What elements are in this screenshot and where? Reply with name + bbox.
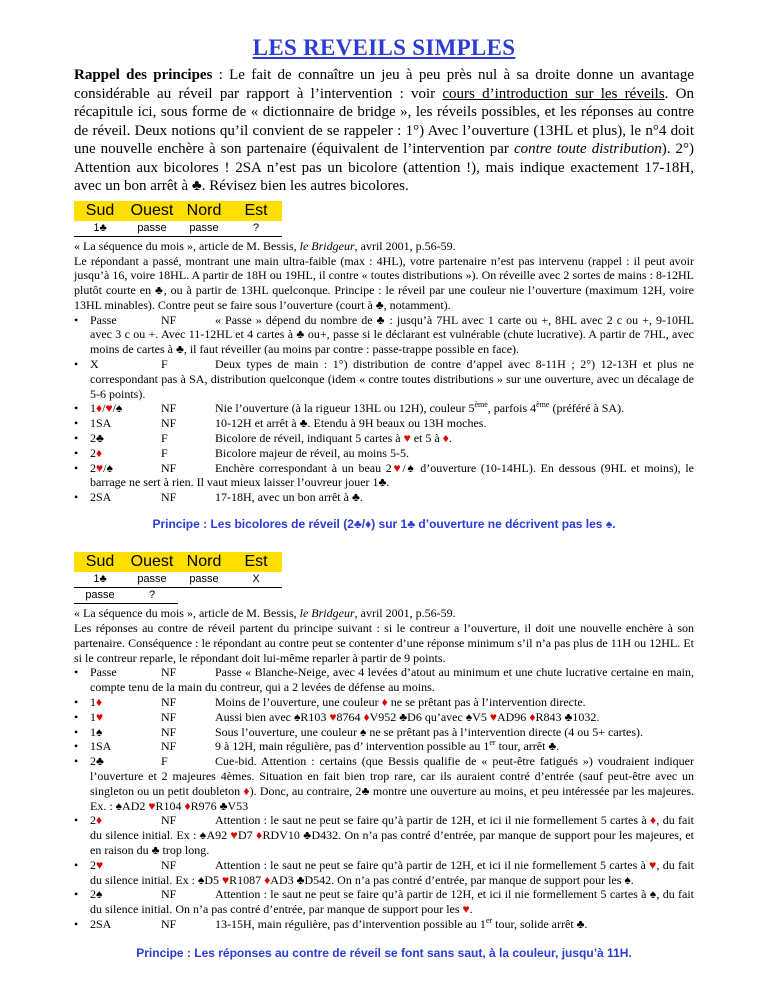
auction-bid: ? (126, 588, 178, 604)
auction-bid: passe (178, 221, 230, 237)
diamond-suit-icon: ♦ (243, 783, 250, 798)
diamond-suit-icon: ♦ (529, 709, 536, 724)
auction-row (74, 588, 282, 604)
heart-suit-icon: ♥ (96, 460, 104, 475)
principle-2: Principe : Les réponses au contre de réveil se font sans saut, à la couleur, jusqu’à 11H. (136, 945, 632, 960)
source-citation-1: « La séquence du mois », article de M. Bessis, le Bridgeur, avril 2001, p.56-59. (74, 238, 456, 253)
auction-bid: X (230, 572, 282, 588)
list-item: • 1SA NF 9 à 12H, main régulière, pas d’ intervention possible au 1er tour, arrêt ♣. (74, 739, 694, 754)
diamond-suit-icon: ♦ (96, 445, 103, 460)
list-item: • 2♥ NF Attention : le saut ne peut se faire qu’à partir de 12H, et ici il nie formellement 5 cartes à ♥, du fait du silence initial. Ex : ♠D5 ♥R1087 ♦AD3 ♣D542. On n’a pas contré d’entrée, par manque de support pour les ♠. (74, 858, 694, 888)
auction-header-ouest: Ouest (126, 552, 178, 572)
heart-suit-icon: ♥ (96, 857, 104, 872)
heart-suit-icon: ♥ (96, 709, 104, 724)
heart-suit-icon: ♥ (462, 902, 470, 917)
diamond-suit-icon: ♦ (96, 695, 103, 710)
list-item: • 1SA NF 10-12H et arrêt à ♣. Etendu à 9H beaux ou 13H moches. (74, 416, 694, 431)
page-title: LES REVEILS SIMPLES (252, 35, 516, 60)
auction-header-row (74, 201, 282, 221)
diamond-suit-icon: ♦ (381, 695, 388, 710)
auction-bid: passe (74, 588, 126, 604)
diamond-suit-icon: ♦ (363, 709, 370, 724)
list-item: • 1♦ NF Moins de l’ouverture, une couleur ♦ ne se prêtant pas à l’intervention directe. (74, 695, 694, 710)
diamond-suit-icon: ♦ (442, 431, 449, 446)
auction-header-row (74, 552, 282, 572)
list-item: • Passe NF Passe « Blanche-Neige, avec 4 levées d’atout au minimum et une chute lucrative certaine en main, compte tenu de la main du contreur, qui a 2 levées de défense au moins. (74, 665, 694, 695)
list-item: • 1♦/♥/♠ NF Nie l’ouverture (à la rigueur 13HL ou 12H), couleur 5ème, parfois 4ème (préféré à SA). (74, 401, 694, 416)
list-item: • X F Deux types de main : 1°) distribution de contre d’appel avec 8-11H ; 2°) 12-13H et plus ne correspondant pas à SA, distribution quelconque (idem « contre toutes distributions » sur une ouverture, avec un décalage de 5-6 points). (74, 357, 694, 401)
auction-header-sud: Sud (74, 201, 126, 221)
list-item: • 2SA NF 17-18H, avec un bon arrêt à ♣. (74, 490, 694, 505)
source-citation-2: « La séquence du mois », article de M. Bessis, le Bridgeur, avril 2001, p.56-59. (74, 606, 456, 621)
auction-header-est: Est (230, 552, 282, 572)
heart-suit-icon: ♥ (329, 709, 337, 724)
list-item: • 2♣ F Bicolore de réveil, indiquant 5 cartes à ♥ et 5 à ♦. (74, 431, 694, 446)
bid-list-2 (74, 665, 694, 931)
auction-bid: passe (178, 572, 230, 588)
document-page (74, 34, 694, 961)
intro-lead: Rappel des principes (74, 67, 213, 83)
auction-bid: passe (126, 572, 178, 588)
auction-header-ouest: Ouest (126, 201, 178, 221)
list-item: • 2SA NF 13-15H, main régulière, pas d’intervention possible au 1er tour, solide arrêt ♣. (74, 917, 694, 932)
auction-header-sud: Sud (74, 552, 126, 572)
diamond-suit-icon: ♦ (96, 813, 103, 828)
list-item: • 2♣ F Cue-bid. Attention : certains (que Bessis qualifie de « peut-être fatigués ») voudraient indiquer l’ouverture et 2 majeures 4èmes. Situation en fait bien trop rare, car ils auraient contré d’entrée (sauf peut-être avec un singleton ou un petit doubleton ♦). Donc, au contraire, 2♣ montre une ouverture au moins, et peu intéressée par les majeures. Ex. : ♠AD2 ♥R104 ♦R976 ♣V53 (74, 754, 694, 813)
auction-bid: 1♣ (74, 572, 126, 588)
heart-suit-icon: ♥ (403, 431, 411, 446)
list-item: • 1♠ NF Sous l’ouverture, une couleur ♠ ne se prêtant pas à l’intervention directe (4 ou 5+ cartes). (74, 725, 694, 740)
list-item: • Passe NF « Passe » dépend du nombre de ♣ : jusqu’à 7HL avec 1 carte ou +, 8HL avec 2 c ou +, 9-10HL avec 3 c ou +. Avec 11-12HL et 4 cartes à ♣ ou+, passe si le déclarant est vulnérable (chute lucrative). A partir de 7HL, avec moins de cartes à ♣, il faut réveiller (au moins par contre : passe-trappe possible en face). (74, 313, 694, 357)
list-item: • 1♥ NF Aussi bien avec ♠R103 ♥8764 ♦V952 ♣D6 qu’avec ♠V5 ♥AD96 ♦R843 ♣1032. (74, 710, 694, 725)
auction-bid: passe (126, 221, 178, 237)
diamond-suit-icon: ♦ (264, 872, 271, 887)
heart-suit-icon: ♥ (230, 828, 239, 843)
heart-suit-icon: ♥ (105, 401, 113, 416)
auction-bid: 1♣ (74, 221, 126, 237)
list-item: • 2♥/♠ NF Enchère correspondant à un beau 2♥/♠ d’ouverture (10-14HL). En dessous (9HL et moins), le barrage ne sert à rien. Il vaut mieux laisser l’ouvreur jouer 1♣. (74, 461, 694, 491)
auction-row (74, 572, 282, 588)
auction-table-2 (74, 552, 282, 604)
auction-header-nord: Nord (178, 552, 230, 572)
heart-suit-icon: ♥ (222, 872, 230, 887)
principle-1: Principe : Les bicolores de réveil (2♣/♦) sur 1♣ d’ouverture ne décrivent pas les ♠. (152, 517, 616, 532)
diamond-suit-icon: ♦ (184, 798, 191, 813)
section2-paragraph: Les réponses au contre de réveil partent du principe suivant : si le contreur a l’ouverture, il doit une nouvelle enchère à son partenaire. Conséquence : le répondant au contre peut se contenter d’une réponse minimum s’il n’a pas plus de 11H ou 12HL. Et si le contreur reparle, le répondant doit lui-même reparler à partir de 9 points. (74, 621, 694, 665)
list-item: • 2♠ NF Attention : le saut ne peut se faire qu’à partir de 12H, et ici il nie formellement 5 cartes à ♠, du fait du silence initial. On n’a pas contré d’entrée, par manque de support pour les ♥. (74, 887, 694, 917)
auction-bid: ? (230, 221, 282, 237)
heart-suit-icon: ♥ (148, 798, 156, 813)
intro-paragraph: Rappel des principes : Le fait de connaître un jeu à peu près nul à sa droite donne un avantage considérable au réveil par rapport à l’intervention : voir cours d’introduction sur les réveils. On récapitule ici, sous forme de « dictionnaire de bridge », les réveils possibles, et les réponses au contre de réveil. Deux notions qu’il convient de se rappeler : 1°) Avec l’ouverture (13HL et plus), le n°4 doit une nouvelle enchère à son partenaire (équivalent de l’intervention par contre toute distribution). 2°) Attention aux bicolores ! 2SA n’est pas un bicolore (attention !), mais indique exactement 17-18H, avec un bon arrêt à ♣. Révisez bien les autres bicolores. (74, 67, 694, 194)
heart-suit-icon: ♥ (391, 460, 403, 475)
section1-paragraph: Le répondant a passé, montrant une main ultra-faible (max : 4HL), votre partenaire n’est pas intervenu (rappel : il peut avoir jusqu’à 16, voire 18HL. A partir de 18H ou 19HL, il contre « toutes distributions »). On réveille avec 2 sortes de mains : 8-12HL plutôt courte en ♣, ou à partir de 13HL quelconque. Principe : le réveil par une couleur nie l’ouverture (maximum 12H, voire 13HL minables). Contre peut se faire sous l’ouverture (court à ♣, notamment). (74, 253, 694, 312)
diamond-suit-icon: ♦ (649, 813, 657, 828)
auction-header-nord: Nord (178, 201, 230, 221)
diamond-suit-icon: ♦ (96, 401, 103, 416)
auction-table-1 (74, 201, 282, 237)
bid-list-1 (74, 313, 694, 505)
diamond-suit-icon: ♦ (256, 828, 263, 843)
list-item: • 2♦ NF Attention : le saut ne peut se faire qu’à partir de 12H, et ici il nie formellement 5 cartes à ♦, du fait du silence initial. Ex : ♠A92 ♥D7 ♦RDV10 ♣D432. On n’a pas contré d’entrée, par manque de support pour les majeures, et en raison du ♣ trop long. (74, 813, 694, 857)
heart-suit-icon: ♥ (489, 709, 497, 724)
heart-suit-icon: ♥ (649, 857, 657, 872)
auction-header-est: Est (230, 201, 282, 221)
intro-link[interactable]: cours d’introduction sur les réveils (442, 85, 665, 102)
list-item: • 2♦ F Bicolore majeur de réveil, au moins 5-5. (74, 446, 694, 461)
auction-row (74, 221, 282, 237)
